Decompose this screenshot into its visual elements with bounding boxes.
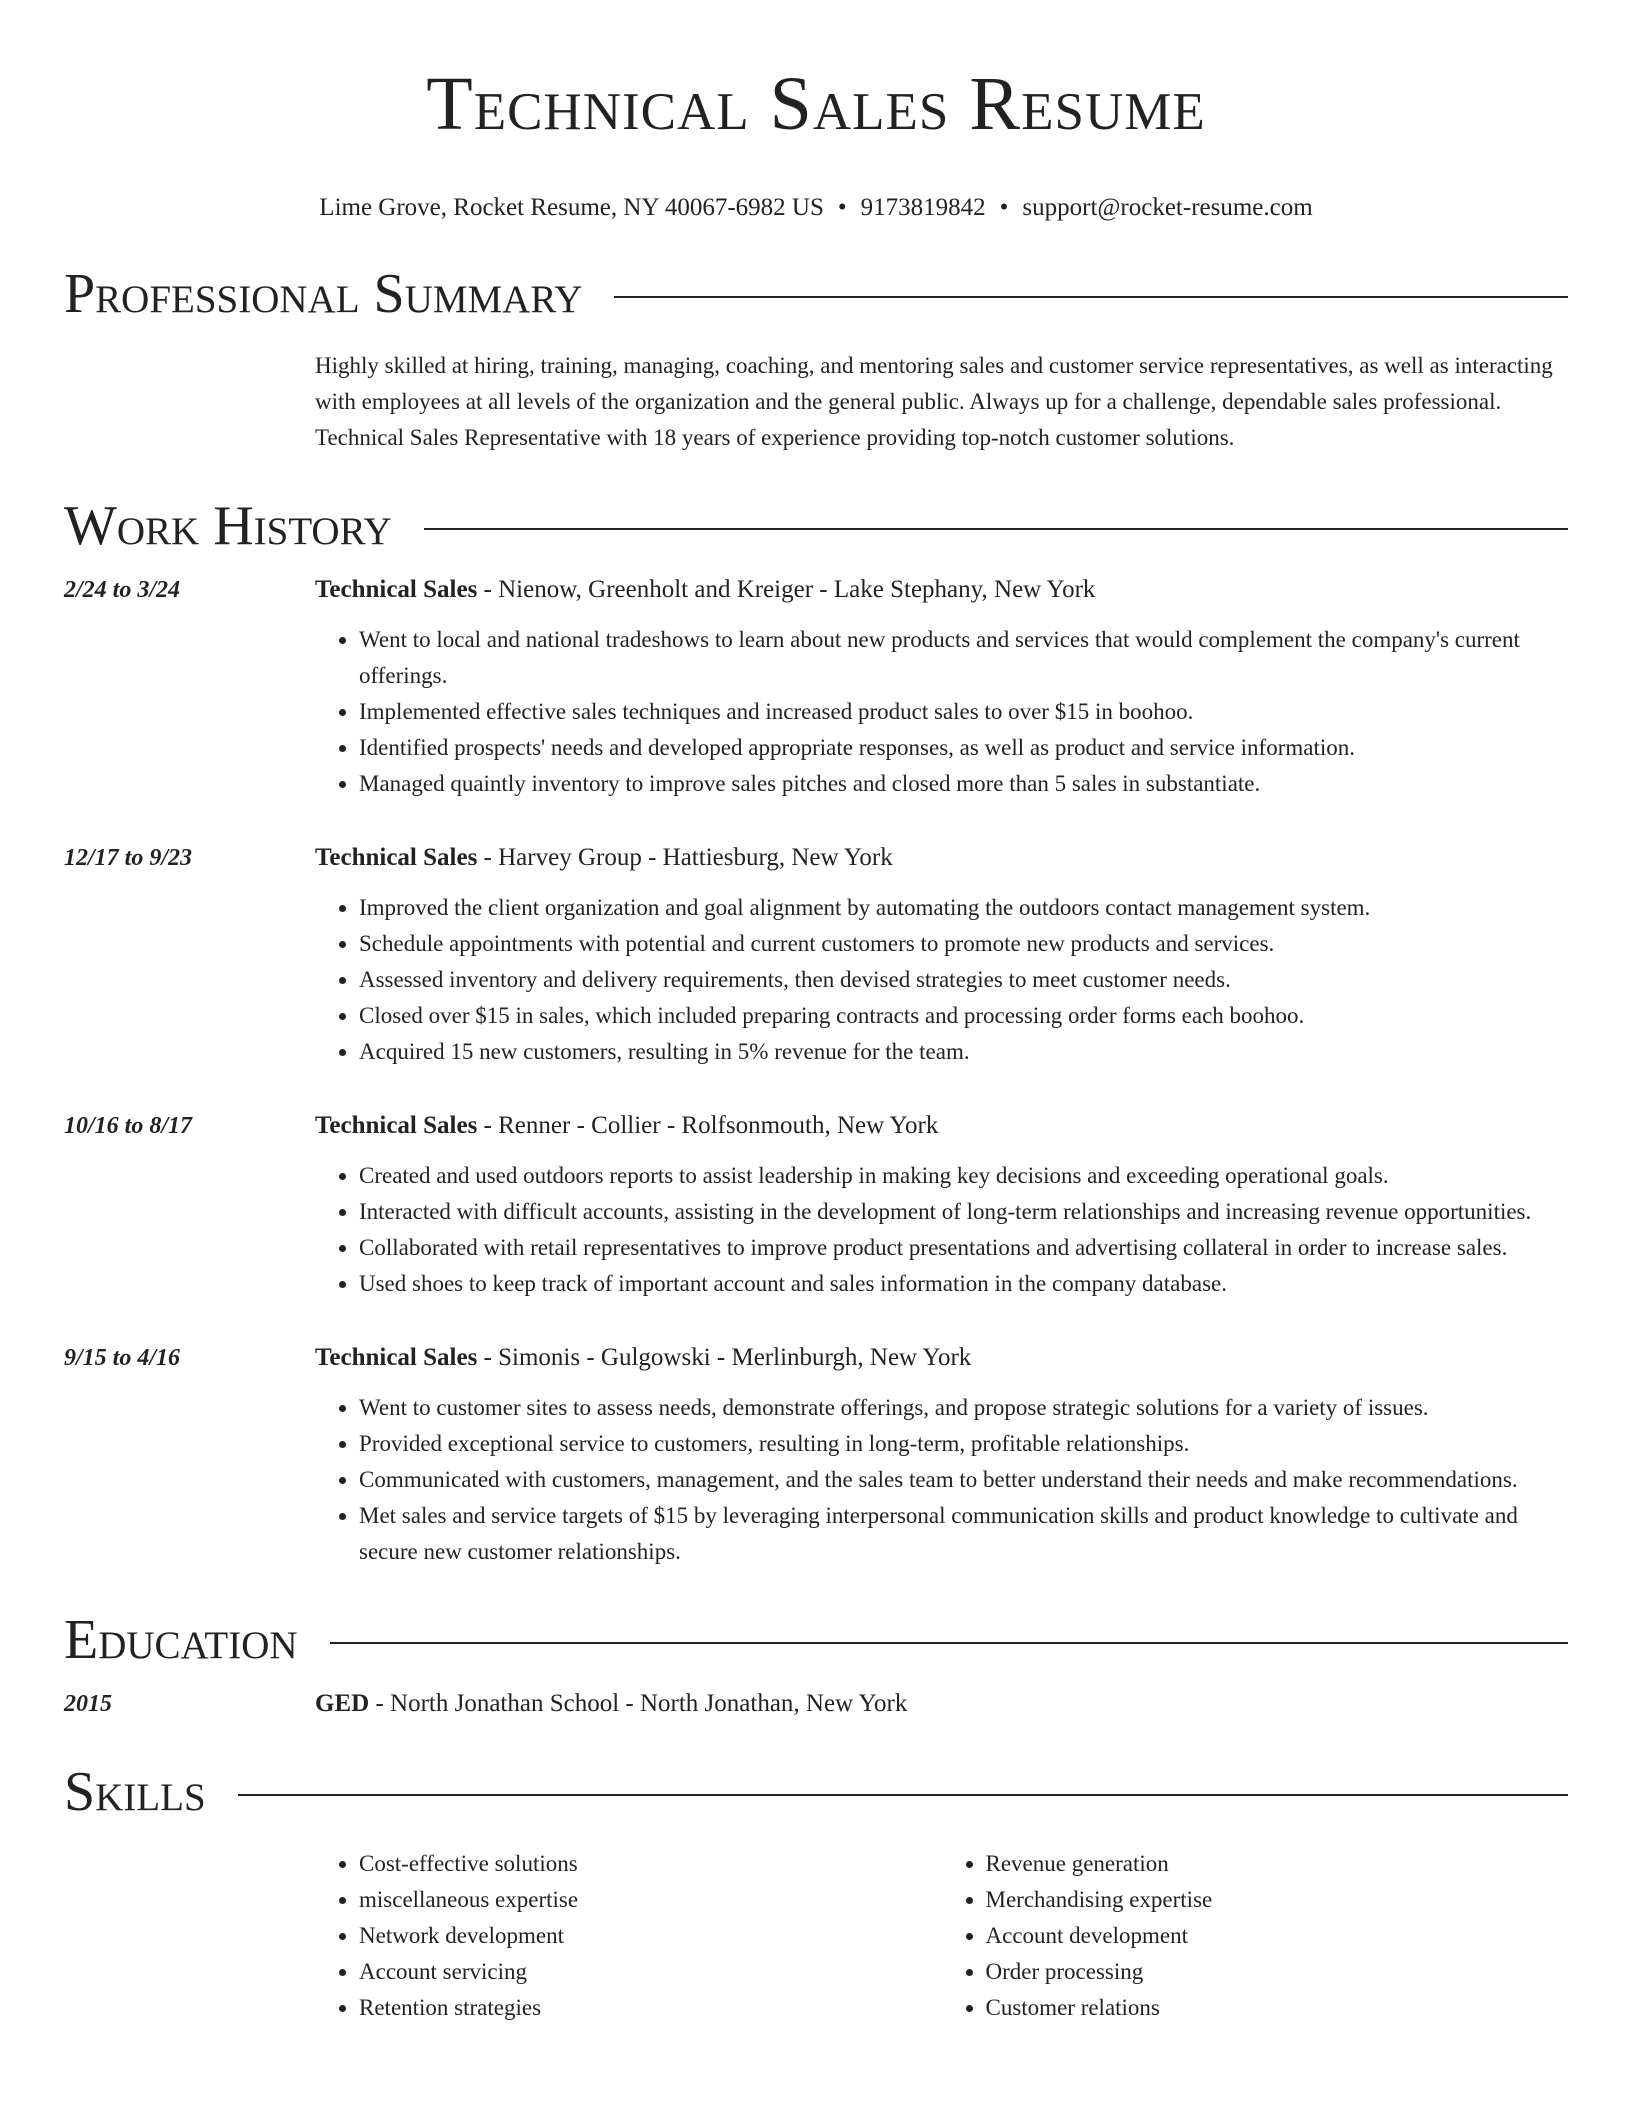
job-dates: 2/24 to 3/24 (64, 577, 181, 603)
list-item: • Assessed inventory and delivery requirements, then devised strategies to meet customer needs. (359, 962, 1568, 998)
job-body (315, 1340, 1568, 1570)
job-entry (64, 572, 1568, 802)
contact-separator: • (999, 194, 1009, 221)
list-item: • Merchandising expertise (986, 1882, 1569, 1918)
list-item: • Went to local and national tradeshows to learn about new products and services that would complement the company's current offerings. (359, 622, 1568, 694)
job-body (315, 1108, 1568, 1302)
list-item: • Schedule appointments with potential and current customers to promote new products and services. (359, 926, 1568, 962)
section-title: Professional Summary (64, 263, 583, 325)
job-body (315, 840, 1568, 1070)
job-bullets (315, 1158, 1568, 1302)
list-item: • Implemented effective sales techniques and increased product sales to over $15 in boohoo. (359, 694, 1568, 730)
list-item: • Provided exceptional service to customers, resulting in long-term, profitable relationships. (359, 1426, 1568, 1462)
job-body (315, 572, 1568, 802)
job-heading (315, 572, 1568, 608)
contact-email: support@rocket-resume.com (1022, 194, 1313, 221)
job-dates: 12/17 to 9/23 (64, 845, 193, 871)
list-item: • miscellaneous expertise (359, 1882, 942, 1918)
job-entry (64, 1108, 1568, 1302)
contact-separator: • (837, 194, 847, 221)
job-details: - Renner - Collier - Rolfsonmouth, New York (477, 1112, 939, 1139)
list-item: • Collaborated with retail representatives to improve product presentations and advertising collateral in order to increase sales. (359, 1230, 1568, 1266)
summary-section-heading (64, 262, 1568, 326)
job-heading (315, 1108, 1568, 1144)
job-bullets (315, 1390, 1568, 1570)
list-item: • Network development (359, 1918, 942, 1954)
education-year: 2015 (64, 1691, 112, 1717)
job-details: - Simonis - Gulgowski - Merlinburgh, New York (477, 1344, 972, 1371)
list-item: • Improved the client organization and goal alignment by automating the outdoors contact management system. (359, 890, 1568, 926)
job-dates: 10/16 to 8/17 (64, 1113, 193, 1139)
resume-title: Technical Sales Resume (426, 62, 1206, 146)
list-item: • Cost-effective solutions (359, 1846, 942, 1882)
contact-phone: 9173819842 (860, 194, 986, 221)
job-heading (315, 1340, 1568, 1376)
list-item: • Met sales and service targets of $15 by leveraging interpersonal communication skills and product knowledge to cultivate and secure new customer relationships. (359, 1498, 1568, 1570)
job-details: - Nienow, Greenholt and Kreiger - Lake Stephany, New York (477, 576, 1096, 603)
list-item: • Communicated with customers, management, and the sales team to better understand their needs and make recommendations. (359, 1462, 1568, 1498)
list-item: • Account development (986, 1918, 1569, 1954)
section-divider (424, 528, 1568, 530)
list-item: • Revenue generation (986, 1846, 1569, 1882)
skills-column-left (315, 1846, 942, 2026)
skills-list (315, 1846, 1568, 2026)
job-title: Technical Sales (315, 844, 478, 871)
list-item: • Order processing (986, 1954, 1569, 1990)
summary-text: Highly skilled at hiring, training, managing, coaching, and mentoring sales and customer service representatives, as well as interacting with employees at all levels of the organization and the general public. Always up for a challenge, dependable sales professional. Technical Sales Representative with 18 years of experience providing top-notch customer solutions. (315, 353, 1553, 450)
education-details: - North Jonathan School - North Jonathan, New York (369, 1690, 908, 1717)
job-title: Technical Sales (315, 1344, 478, 1371)
education-heading (315, 1686, 907, 1722)
education-section-heading (64, 1608, 1568, 1672)
job-bullets (315, 890, 1568, 1070)
section-title: Skills (64, 1761, 206, 1823)
list-item: • Acquired 15 new customers, resulting in 5% revenue for the team. (359, 1034, 1568, 1070)
section-divider (238, 1794, 1568, 1796)
list-item: • Retention strategies (359, 1990, 942, 2026)
job-details: - Harvey Group - Hattiesburg, New York (477, 844, 893, 871)
section-title: Work History (64, 495, 392, 557)
list-item: • Interacted with difficult accounts, assisting in the development of long-term relationships and increasing revenue opportunities. (359, 1194, 1568, 1230)
list-item: • Used shoes to keep track of important account and sales information in the company database. (359, 1266, 1568, 1302)
job-title: Technical Sales (315, 576, 478, 603)
job-heading (315, 840, 1568, 876)
work-history-section-heading (64, 494, 1568, 558)
job-dates: 9/15 to 4/16 (64, 1345, 181, 1371)
education-entry (64, 1686, 1568, 1722)
skills-section-heading (64, 1760, 1568, 1824)
list-item: • Closed over $15 in sales, which included preparing contracts and processing order forms each boohoo. (359, 998, 1568, 1034)
list-item: • Went to customer sites to assess needs, demonstrate offerings, and propose strategic solutions for a variety of issues. (359, 1390, 1568, 1426)
skills-column-right (942, 1846, 1569, 2026)
list-item: • Account servicing (359, 1954, 942, 1990)
list-item: • Identified prospects' needs and developed appropriate responses, as well as product and service information. (359, 730, 1568, 766)
list-item: • Created and used outdoors reports to assist leadership in making key decisions and exceeding operational goals. (359, 1158, 1568, 1194)
education-degree: GED (315, 1690, 370, 1717)
list-item: • Managed quaintly inventory to improve sales pitches and closed more than 5 sales in substantiate. (359, 766, 1568, 802)
job-entry (64, 1340, 1568, 1570)
section-divider (614, 296, 1568, 298)
section-divider (330, 1642, 1568, 1644)
job-entry (64, 840, 1568, 1070)
job-title: Technical Sales (315, 1112, 478, 1139)
contact-line (64, 192, 1568, 224)
section-title: Education (64, 1609, 298, 1671)
job-bullets (315, 622, 1568, 802)
contact-address: Lime Grove, Rocket Resume, NY 40067-6982 US (319, 194, 824, 221)
list-item: • Customer relations (986, 1990, 1569, 2026)
